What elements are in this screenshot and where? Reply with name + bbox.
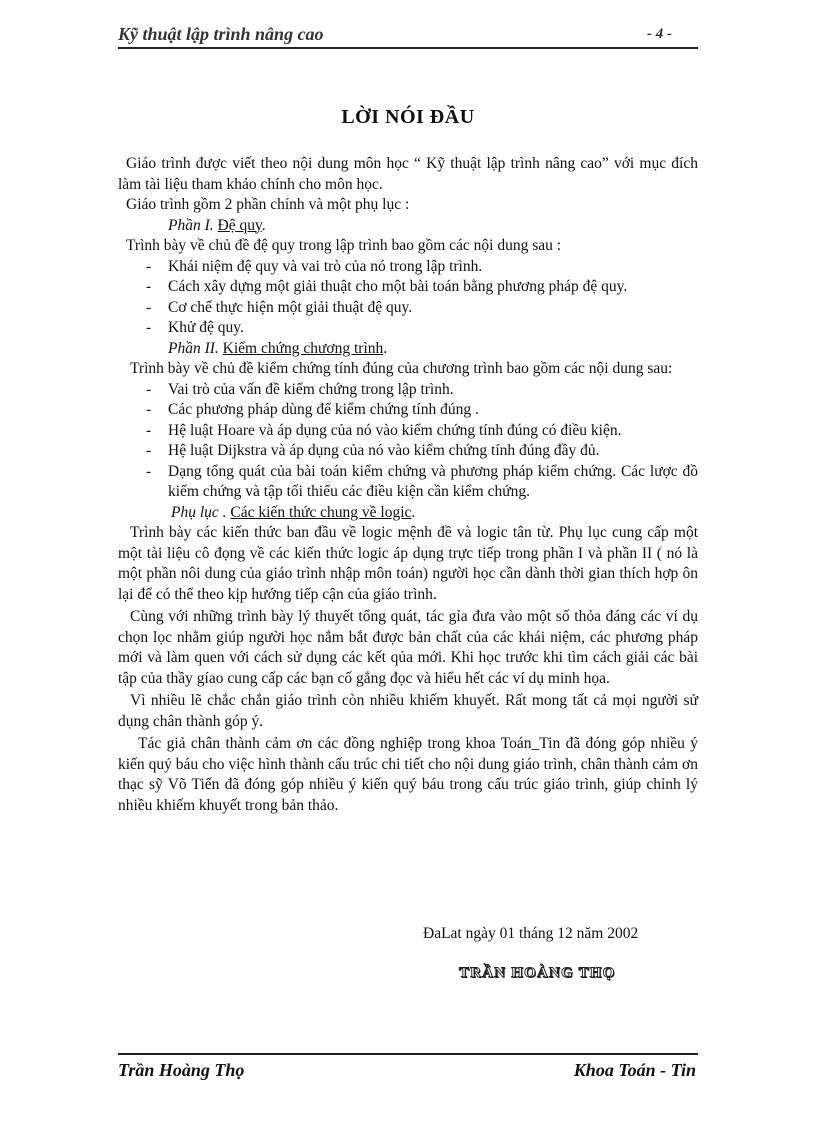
list-item: - Các phương pháp dùng để kiểm chứng tính đúng . bbox=[146, 401, 479, 418]
signature-name: TRẦN HOÀNG THỌ bbox=[459, 965, 616, 981]
list-item: - Hệ luật Hoare và áp dụng của nó vào kiểm chứng tính đúng có điều kiện. bbox=[146, 421, 622, 439]
body-paragraph: Tác giả chân thành cảm ơn các đồng nghiệp trong khoa Toán_Tin đã đóng góp nhiều ý kiến quý báu cho việc hình thành cấu trúc chi tiết cho nội dung giáo trình, chân thành cảm ơn thạc sỹ Võ Tiến đã đóng góp nhiều ý kiến quý báu trong cấu trúc giáo trình, giúp chỉnh lý nhiều khiếm khuyết trong bản thảo. bbox=[118, 735, 698, 814]
intro-paragraph: Giáo trình được viết theo nội dung môn học “ Kỹ thuật lập trình nâng cao” với mục đích làm tài liệu tham khảo chính cho môn học. bbox=[118, 155, 698, 193]
part2-description: Trình bày về chủ đề kiểm chứng tính đúng của chương trình bao gồm các nội dung sau: bbox=[130, 360, 673, 377]
part1-heading: Phần I. Đệ quy. bbox=[168, 216, 266, 234]
part1-description: Trình bày về chủ đề đệ quy trong lập trình bao gồm các nội dung sau : bbox=[126, 237, 562, 254]
signature-date: ĐaLat ngày 01 tháng 12 năm 2002 bbox=[423, 925, 639, 942]
body-paragraph: Vì nhiều lẽ chắc chắn giáo trình còn nhiều khiếm khuyết. Rất mong tất cả mọi người sử dụng chân thành góp ý. bbox=[118, 692, 698, 730]
part1-name: Đệ quy bbox=[217, 216, 262, 234]
intro-parts-line: Giáo trình gồm 2 phần chính và một phụ lục : bbox=[126, 196, 410, 213]
footer-faculty: Khoa Toán - Tin bbox=[573, 1060, 696, 1080]
page-title: LỜI NÓI ĐẦU bbox=[341, 106, 475, 128]
part2-list bbox=[118, 380, 698, 503]
part1-label: Phần I. bbox=[168, 216, 214, 234]
part2-label: Phần II. bbox=[168, 339, 219, 357]
list-item: - Dạng tổng quát của bài toán kiểm chứng và phương pháp kiểm chứng. Các lược đồ kiểm chứng và tập tối thiểu các điều kiện cần kiểm chứng. bbox=[146, 462, 698, 500]
part1-list bbox=[118, 257, 698, 339]
part2-heading: Phần II. Kiểm chứng chương trình. bbox=[168, 339, 388, 357]
footer-rule bbox=[118, 1053, 698, 1055]
header-rule bbox=[118, 47, 698, 49]
list-item: - Hệ luật Dijkstra và áp dụng của nó vào kiểm chứng tính đúng đầy đủ. bbox=[146, 442, 600, 459]
list-item: - Khử đệ quy. bbox=[146, 319, 244, 336]
appendix-name: Các kiến thức chung về logic bbox=[230, 503, 412, 521]
page-header bbox=[118, 24, 698, 48]
list-item: - Cơ chế thực hiện một giải thuật đệ quy. bbox=[146, 298, 413, 316]
document-body bbox=[118, 154, 698, 816]
list-item: - Vai trò của vấn đề kiểm chứng trong lập trình. bbox=[146, 380, 454, 398]
footer-author: Trần Hoàng Thọ bbox=[118, 1060, 245, 1080]
body-paragraph: Cùng với những trình bày lý thuyết tổng quát, tác gỉa đưa vào một số thỏa đáng các ví dụ chọn lọc nhằm giúp người học nắm bắt được bản chất của các khái niệm, các phương pháp mới và làm quen với cách sử dụng các kết qủa mới. Khi học trước khi tìm cách giải các bài tập của thầy gíao cung cấp các bạn cố gắng đọc và hiểu hết các ví dụ minh họa. bbox=[118, 608, 698, 687]
part2-name: Kiểm chứng chương trình bbox=[222, 339, 384, 357]
appendix-description: Trình bày các kiến thức ban đầu về logic mệnh đề và logic tân từ. Phụ lục cung cấp một một tài liệu cô đọng về các kiến thức logic áp dụng trực tiếp trong phần I và phần II ( nó là một phần nôi dung của giáo trình nhập môn toán) người học cần dành thời gian thích hợp ôn lại để có thể theo kịp hướng tiếp cận của giáo trình. bbox=[118, 524, 698, 603]
header-title: Kỹ thuật lập trình nâng cao bbox=[118, 24, 324, 44]
appendix-heading: Phụ lục . Các kiến thức chung về logic. bbox=[171, 503, 416, 521]
list-item: - Cách xây dựng một giải thuật cho một bài toán bằng phương pháp đệ quy. bbox=[146, 278, 628, 295]
appendix-label: Phụ lục . bbox=[171, 503, 227, 521]
page-number: - 4 - bbox=[647, 26, 672, 42]
list-item: - Khái niệm đệ quy và vai trò của nó trong lập trình. bbox=[146, 257, 483, 275]
